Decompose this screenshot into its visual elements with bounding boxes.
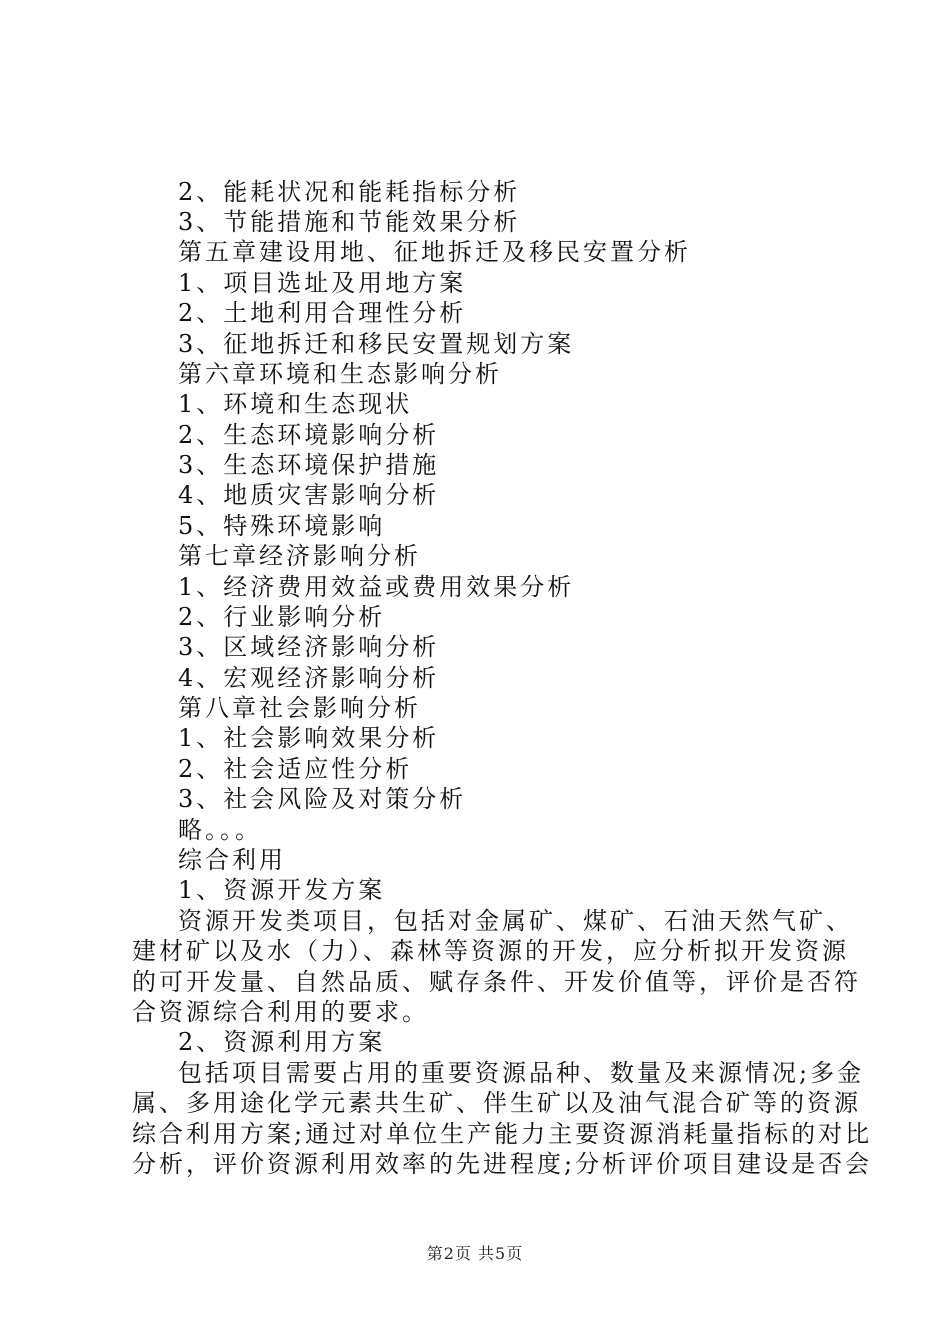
- paragraph-line: 的可开发量、自然品质、赋存条件、开发价值等，评价是否符: [132, 968, 861, 996]
- text-line: 3、社会风险及对策分析: [178, 785, 467, 813]
- chapter-heading: 第七章经济影响分析: [178, 542, 421, 570]
- text-line: 2、土地利用合理性分析: [178, 299, 467, 327]
- paragraph-line: 属、多用途化学元素共生矿、伴生矿以及油气混合矿等的资源: [132, 1089, 861, 1117]
- text-line: 5、特殊环境影响: [178, 512, 386, 540]
- text-line: 1、经济费用效益或费用效果分析: [178, 573, 575, 601]
- text-line: 1、资源开发方案: [178, 876, 386, 904]
- text-line: 1、环境和生态现状: [178, 390, 413, 418]
- page-number-footer: 第2页 共5页: [426, 1244, 524, 1263]
- text-line: 4、地质灾害影响分析: [178, 481, 440, 509]
- paragraph-line: 合资源综合利用的要求。: [132, 998, 429, 1026]
- paragraph-line: 包括项目需要占用的重要资源品种、数量及来源情况;多金: [178, 1059, 865, 1087]
- text-line: 3、区域经济影响分析: [178, 633, 440, 661]
- paragraph-line: 分析，评价资源利用效率的先进程度;分析评价项目建设是否会: [132, 1150, 873, 1178]
- text-line: 略。。。: [178, 816, 262, 844]
- text-line: 4、宏观经济影响分析: [178, 664, 440, 692]
- text-line: 1、项目选址及用地方案: [178, 269, 467, 297]
- paragraph-line: 综合利用方案;通过对单位生产能力主要资源消耗量指标的对比: [132, 1120, 873, 1148]
- paragraph-line: 建材矿以及水（力）、森林等资源的开发，应分析拟开发资源: [132, 937, 849, 965]
- chapter-heading: 第六章环境和生态影响分析: [178, 360, 502, 388]
- text-line: 2、能耗状况和能耗指标分析: [178, 178, 521, 206]
- text-line: 3、节能措施和节能效果分析: [178, 208, 521, 236]
- text-line: 2、行业影响分析: [178, 603, 386, 631]
- chapter-heading: 第五章建设用地、征地拆迁及移民安置分析: [178, 238, 691, 266]
- text-line: 2、社会适应性分析: [178, 755, 413, 783]
- text-line: 2、资源利用方案: [178, 1028, 386, 1056]
- text-line: 3、生态环境保护措施: [178, 451, 440, 479]
- chapter-heading: 第八章社会影响分析: [178, 694, 421, 722]
- text-line: 2、生态环境影响分析: [178, 421, 440, 449]
- paragraph-line: 资源开发类项目，包括对金属矿、煤矿、石油天然气矿、: [178, 907, 853, 935]
- section-heading: 综合利用: [178, 846, 286, 874]
- text-line: 3、征地拆迁和移民安置规划方案: [178, 330, 575, 358]
- text-line: 1、社会影响效果分析: [178, 724, 440, 752]
